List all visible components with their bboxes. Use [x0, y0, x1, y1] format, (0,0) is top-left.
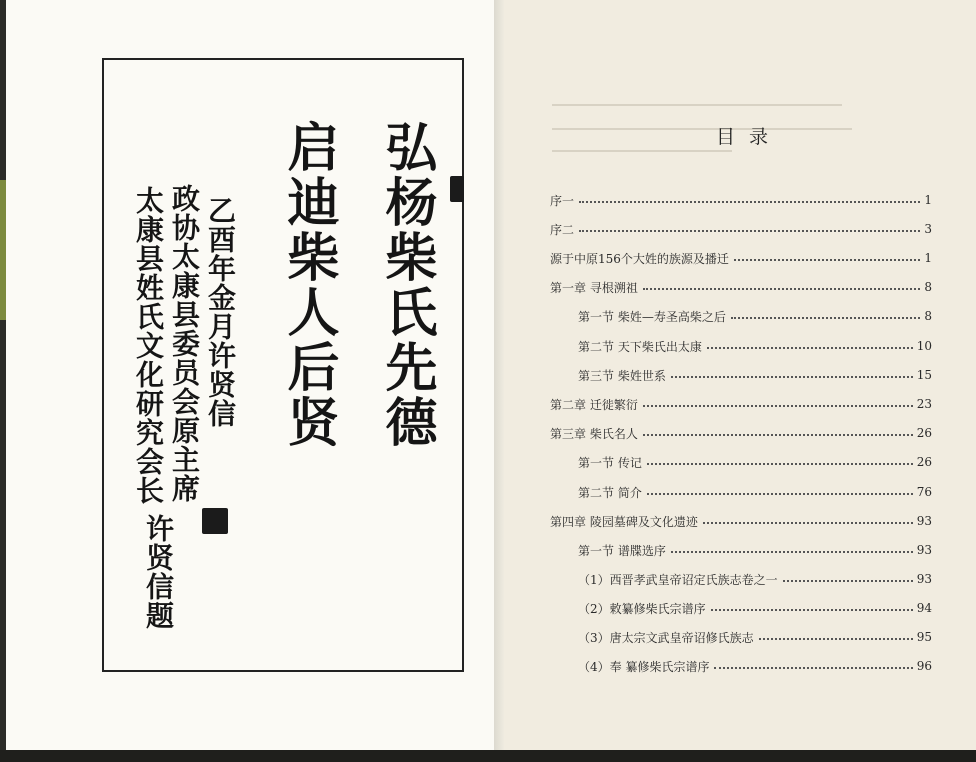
toc-entry-label: 第一节 谱牒选序: [578, 543, 666, 558]
dot-leader: [783, 580, 913, 582]
bleed-through: [552, 150, 732, 152]
toc-entry[interactable]: [550, 220, 932, 238]
toc-entry[interactable]: [578, 628, 932, 646]
toc-entry-page: 8: [924, 280, 932, 294]
dot-leader: [579, 230, 920, 232]
toc-entry-label: 第二章 迁徙繁衍: [550, 397, 638, 412]
toc-entry-page: 94: [916, 601, 932, 615]
toc-entry-page: 8: [924, 309, 932, 323]
toc-entry-label: （2）敕纂修柴氏宗谱序: [578, 601, 706, 616]
left-page: [6, 0, 498, 752]
toc-entry-label: 第三节 柴姓世系: [578, 368, 666, 383]
toc-entry-page: 1: [924, 193, 932, 207]
toc-entry[interactable]: [578, 307, 932, 325]
toc-entry-label: （3）唐太宗文武皇帝诏修氏族志: [578, 630, 754, 645]
toc-entry-page: 96: [916, 659, 932, 673]
toc-entry[interactable]: [550, 424, 932, 442]
toc-entry-label: 第一节 传记: [578, 455, 642, 470]
toc-entry[interactable]: [550, 278, 932, 296]
toc-entry[interactable]: [550, 512, 932, 530]
toc-entry[interactable]: [578, 599, 932, 617]
toc-entry-page: 1: [924, 251, 932, 265]
dot-leader: [731, 317, 921, 319]
dot-leader: [643, 288, 921, 290]
toc-entry[interactable]: [550, 191, 932, 209]
toc-entry[interactable]: [578, 366, 932, 384]
toc-entry-page: 15: [916, 368, 932, 382]
signature-date: 乙酉年金月许贤信: [204, 196, 237, 428]
bleed-through: [552, 104, 842, 106]
book-bottom-edge: [0, 750, 976, 762]
toc-entry[interactable]: [578, 657, 932, 675]
bleed-through: [552, 128, 852, 130]
toc-entry[interactable]: [578, 483, 932, 501]
toc-entry-label: 第一章 寻根溯祖: [550, 280, 638, 295]
dot-leader: [703, 522, 913, 524]
toc-entry-page: 95: [916, 630, 932, 644]
toc-entry[interactable]: [578, 570, 932, 588]
toc-entry-page: 93: [916, 514, 932, 528]
dot-leader: [759, 638, 913, 640]
toc-entry-label: 序一: [550, 193, 575, 208]
inscription-main-col2: 启迪柴人后贤: [278, 120, 339, 450]
toc-entry-label: 第一节 柴姓—寿圣高柴之后: [578, 309, 726, 324]
toc-entry-label: 序二: [550, 222, 575, 237]
dot-leader: [711, 609, 913, 611]
dot-leader: [647, 493, 913, 495]
toc-entry-page: 3: [924, 222, 932, 236]
toc-entry[interactable]: [550, 249, 932, 267]
dot-leader: [714, 667, 912, 669]
dot-leader: [734, 259, 920, 261]
dot-leader: [643, 434, 913, 436]
toc-entry-page: 93: [916, 572, 932, 586]
dot-leader: [671, 376, 913, 378]
toc-entry-label: 第四章 陵园墓碑及文化遗迹: [550, 514, 698, 529]
dot-leader: [671, 551, 913, 553]
toc-entry-page: 23: [916, 397, 932, 411]
toc-entry[interactable]: [550, 395, 932, 413]
toc-entry[interactable]: [578, 541, 932, 559]
toc-entry-label: 第二节 简介: [578, 485, 642, 500]
toc-entry-label: 第三章 柴氏名人: [550, 426, 638, 441]
toc-entry-label: （1）西晋孝武皇帝诏定氏族志卷之一: [578, 572, 778, 587]
signature-name: 许贤信题: [142, 514, 175, 630]
top-seal: [450, 176, 464, 202]
inscription-main-col1: 弘杨柴氏先德: [376, 120, 437, 450]
toc-title: 目 录: [716, 126, 773, 148]
signature-title2: 太康县姓氏文化研究会长: [132, 186, 165, 505]
toc-entry-page: 10: [916, 339, 932, 353]
toc-entry-page: 26: [916, 426, 932, 440]
toc-entry-label: 源于中原156个大姓的族源及播迁: [550, 251, 729, 266]
toc-entry-label: （4）奉 纂修柴氏宗谱序: [578, 659, 710, 674]
toc-entry-page: 26: [916, 455, 932, 469]
signature-seal: [202, 508, 228, 534]
dot-leader: [579, 201, 920, 203]
toc-entry-page: 93: [916, 543, 932, 557]
toc-entry-page: 76: [916, 485, 932, 499]
dot-leader: [707, 347, 913, 349]
toc-entry[interactable]: [578, 337, 932, 355]
dot-leader: [643, 405, 913, 407]
signature-title1: 政协太康县委员会原主席: [168, 184, 201, 503]
dot-leader: [647, 463, 913, 465]
toc-entry-label: 第二节 天下柴氏出太康: [578, 339, 702, 354]
toc-entry[interactable]: [578, 453, 932, 471]
